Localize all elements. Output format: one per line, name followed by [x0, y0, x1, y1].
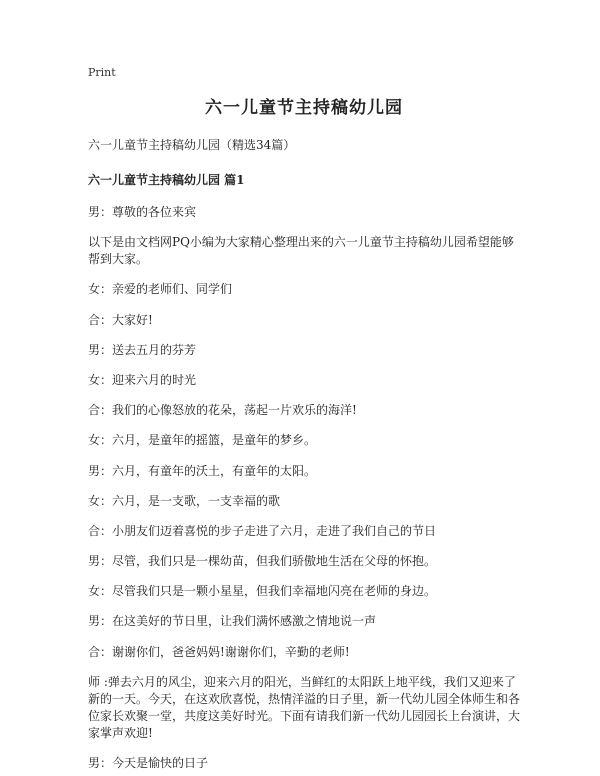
paragraph: 女：六月，是童年的摇篮，是童年的梦乡。: [88, 433, 317, 448]
paragraph: 女：六月，是一支歌，一支幸福的歌: [88, 493, 281, 508]
paragraph: 师 :弹去六月的风尘，迎来六月的阳光，当鲜红的太阳跃上地平线，我们又迎来了新的一天。今天，在这欢欣喜悦，热情洋溢的日子里，新一代幼儿园全体师生和各位家长欢聚一堂，共度这美好时光。下面有请我们新一代幼儿园园长上台演讲，大家掌声欢迎!: [88, 674, 521, 740]
paragraph: 男：今天是愉快的日子: [88, 756, 209, 770]
paragraph: 男：六月，有童年的沃土，有童年的太阳。: [88, 463, 317, 478]
print-label: Print: [88, 66, 116, 79]
paragraph: 合：谢谢你们，爸爸妈妈!谢谢你们，辛勤的老师!: [88, 644, 350, 659]
section-heading: 六一儿童节主持稿幼儿园 篇1: [88, 173, 245, 187]
paragraph: 合：大家好!: [88, 312, 153, 327]
document-subtitle: 六一儿童节主持稿幼儿园（精选34篇）: [88, 138, 296, 152]
paragraph: 女：迎来六月的时光: [88, 372, 197, 387]
document-body: [88, 204, 520, 772]
paragraph: 男：尽管，我们只是一棵幼苗，但我们骄傲地生活在父母的怀抱。: [88, 554, 437, 569]
paragraph: 女：亲爱的老师们、同学们: [88, 282, 233, 297]
document-title: 六一儿童节主持稿幼儿园: [205, 98, 403, 118]
paragraph: 合：小朋友们迈着喜悦的步子走进了六月，走进了我们自己的节日: [88, 523, 437, 538]
paragraph: 男：尊敬的各位来宾: [88, 205, 197, 219]
paragraph: 男：在这美好的节日里，让我们满怀感激之情地说一声: [88, 614, 377, 629]
paragraph: 男：送去五月的芬芳: [88, 342, 197, 357]
paragraph: 女：尽管我们只是一颗小星星，但我们幸福地闪亮在老师的身边。: [88, 584, 437, 599]
paragraph: 以下是由文档网PQ小编为大家精心整理出来的六一儿童节主持稿幼儿园希望能够帮到大家。: [88, 235, 514, 267]
paragraph: 合：我们的心像怒放的花朵，荡起一片欢乐的海洋!: [88, 403, 357, 418]
